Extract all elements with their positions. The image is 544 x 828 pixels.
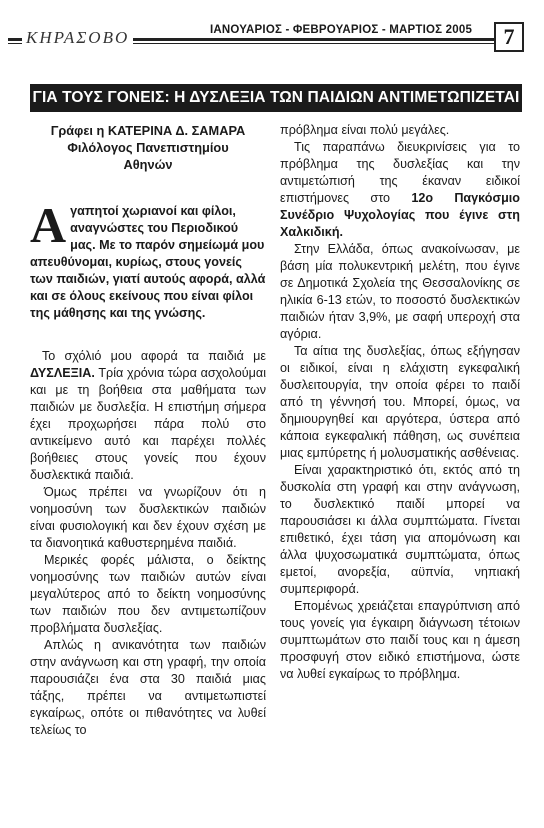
lead-text: γαπητοί χωριανοί και φίλοι, αναγνώστες του Περιοδικού μας. Με το παρόν σημείωμά μου απευθύνομαι, κυρίως, στους γονείς των παιδιών, γιατί αυτούς αφορά, αλλά και σε όλους εκείνους που είναι φίλοι της μάθησης και της γνώσης. xyxy=(30,204,266,320)
emphasis-text: 12ο Παγκόσμιο Συνέδριο Ψυχολογίας που έγινε στη Χαλκιδική. xyxy=(280,191,520,239)
body-paragraph: πρόβλημα είναι πολύ μεγάλες. xyxy=(280,123,450,137)
byline-author: Γράφει η ΚΑΤΕΡΙΝΑ Δ. ΣΑΜΑΡΑ xyxy=(50,123,246,138)
body-paragraph: Μερικές φορές μάλιστα, ο δείκτης νοημοσύνης των παιδιών αυτών είναι μεγαλύτερος από το δείκτη νοημοσύνης των παιδιών που δεν αντιμετωπίζουν προβλήματα δυσλεξίας. xyxy=(30,553,266,635)
body-paragraph: Τα αίτια της δυσλεξίας, όπως εξήγησαν οι ειδικοί, είναι η ελάχιστη εγκεφαλική δυσλειτουργία, την οποία φέρει το παιδί από τη γέννησή του. Μπορεί, όμως, να δημιουργηθεί και αργότερα, ύστερα από κάποια εγκεφαλική πάθηση, ως συνέπεια μιας εμπύρετης ή μολυσματικής ασθένειας. xyxy=(280,344,520,460)
body-paragraph: Είναι χαρακτηριστικό ότι, εκτός από τη δυσκολία στη γραφή και στην ανάγνωση, το δυσλεκτικό παιδί μπορεί να παρουσιάσει κι άλλα συμπτώματα. Γίνεται επιθετικό, έχει τάση για απομόνωση και άλλα ψυχοσωματικά συμπτώματα, όπως εμετοί, ανορεξία, αϋπνία, νηπιακή συμπεριφορά. xyxy=(280,463,520,596)
body-paragraph: Στην Ελλάδα, όπως ανακοίνωσαν, με βάση μία πολυκεντρική μελέτη, που έγινε σε Δημοτικά Σχολεία της Θεσσαλονίκης σε ηλικία 6-13 ετών, το ποσοστό δυσλεκτικών παιδιών ήταν 3,9%, με σαφή υπεροχή στα αγόρια. xyxy=(280,242,520,341)
byline xyxy=(30,122,266,173)
byline-title: Φιλόλογος Πανεπιστημίου xyxy=(67,140,229,155)
page-number: 7 xyxy=(494,22,524,52)
article-column-left xyxy=(30,122,266,739)
page-header xyxy=(8,22,536,52)
drop-cap: Α xyxy=(30,197,67,253)
article-column-right xyxy=(280,122,520,683)
body-paragraph: Απλώς η ανικανότητα των παιδιών στην ανάγνωση και στη γραφή, την οποία παρουσιάζει ένα στα 30 παιδιά μιας τάξης, πρέπει να αντιμετωπιστεί εγκαίρως, οπότε οι πιθανότητες να λυθεί τελείως το xyxy=(30,638,266,737)
byline-institution: Αθηνών xyxy=(123,157,173,172)
article-headline: ΓΙΑ ΤΟΥΣ ΓΟΝΕΙΣ: Η ΔΥΣΛΕΞΙΑ ΤΩΝ ΠΑΙΔΙΩΝ ΑΝΤΙΜΕΤΩΠΙΖΕΤΑΙ xyxy=(30,84,522,112)
lead-paragraph xyxy=(30,197,266,322)
body-paragraph: Όμως πρέπει να γνωρίζουν ότι η νοημοσύνη των δυσλεκτικών παιδιών είναι φυσιολογική και δεν έχουν σχέση με τα διανοητικά καθυστερημένα παιδιά. xyxy=(30,485,266,550)
paragraph-text: Τρία χρόνια τώρα ασχολούμαι και με τη βοήθεια στα μαθήματα των παιδιών με δυσλεξία. Η επιστήμη σήμερα έχει προχωρήσει πάρα πολύ στο αντικείμενο αυτό και παρέχει πολλές βοήθειες στους γονείς που έχουν δυσλεκτικά παιδιά. xyxy=(30,366,266,482)
paragraph-text: Τις παραπάνω διευκρινίσεις για το πρόβλημα της δυσλεξίας και την αντιμετώπισή της έκαναν ειδικοί επιστήμονες στο xyxy=(280,140,520,205)
issue-dateline: ΙΑΝΟΥΑΡΙΟΣ - ΦΕΒΡΟΥΑΡΙΟΣ - ΜΑΡΤΙΟΣ 2005 xyxy=(206,24,476,36)
body-paragraph: Επομένως χρειάζεται επαγρύπνιση από τους γονείς για έγκαιρη διάγνωση τέτοιων συμπτωμάτων στο παιδί τους και η άμεση προσφυγή στον ειδικό επιστήμονα, ώστε να λυθεί εγκαίρως το πρόβλημα. xyxy=(280,599,520,681)
paragraph-text: Το σχόλιό μου αφορά τα παιδιά με xyxy=(42,349,266,363)
body-paragraph xyxy=(30,348,266,484)
emphasis-text: ΔΥΣΛΕΞΙΑ. xyxy=(30,366,95,380)
body-paragraph xyxy=(280,139,520,241)
publication-logo: ΚΗΡΑΣΟΒΟ xyxy=(22,28,133,48)
